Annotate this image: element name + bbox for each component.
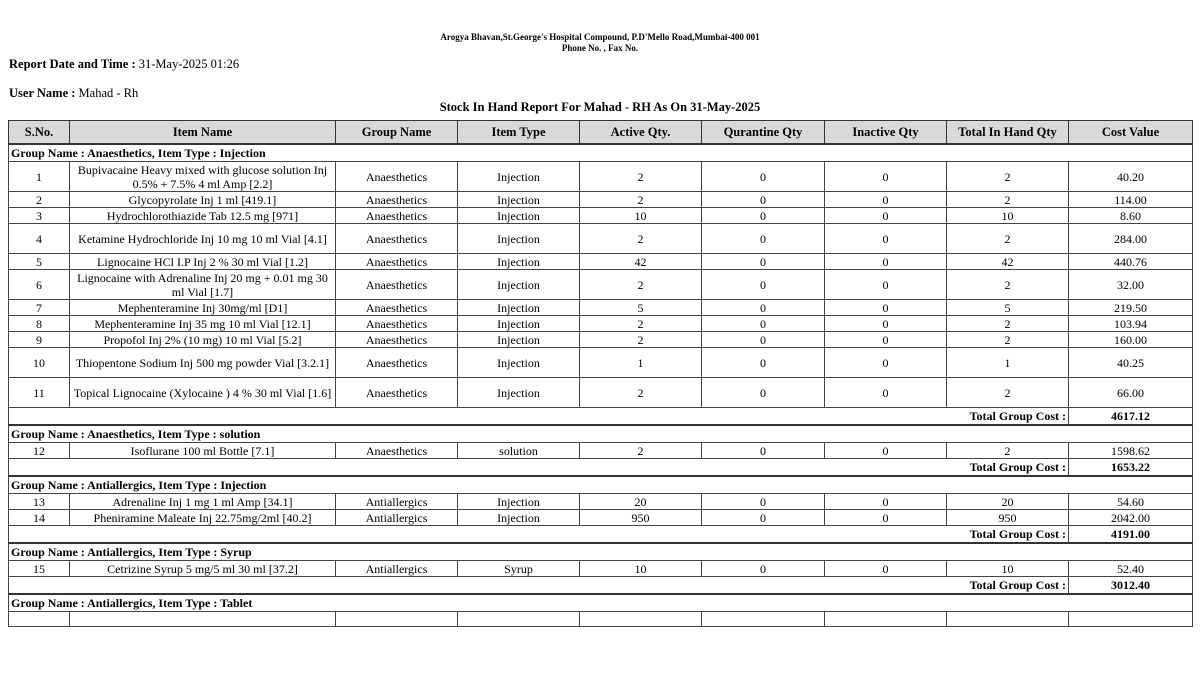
col-item-name: Item Name: [70, 121, 336, 145]
col-sno: S.No.: [9, 121, 70, 145]
cell-item-name: Pheniramine Maleate Inj 22.75mg/2ml [40.2]: [70, 510, 336, 526]
cell-quarantine-qty: 0: [702, 162, 825, 192]
cell-quarantine-qty: 0: [702, 348, 825, 378]
cell-inactive-qty: 0: [825, 561, 947, 577]
table-row: [9, 300, 1193, 316]
cell-quarantine-qty: 0: [702, 510, 825, 526]
group-header-row: [9, 594, 1193, 612]
cell-inactive-qty: 0: [825, 510, 947, 526]
cell-active-qty: 2: [580, 316, 702, 332]
table-row: [9, 561, 1193, 577]
table-row: [9, 162, 1193, 192]
cell-inactive-qty: 0: [825, 348, 947, 378]
empty-cell: [825, 612, 947, 627]
cell-cost-value: 52.40: [1069, 561, 1193, 577]
user-name-value: Mahad - Rh: [78, 86, 139, 100]
cell-sno: 7: [9, 300, 70, 316]
user-name-label: User Name :: [9, 86, 76, 100]
cell-item-name: Ketamine Hydrochloride Inj 10 mg 10 ml Vial [4.1]: [70, 224, 336, 254]
cell-sno: 2: [9, 192, 70, 208]
cell-cost-value: 8.60: [1069, 208, 1193, 224]
group-header-row: [9, 144, 1193, 162]
cell-quarantine-qty: 0: [702, 270, 825, 300]
cell-item-name: Isoflurane 100 ml Bottle [7.1]: [70, 443, 336, 459]
cell-item-type: solution: [458, 443, 580, 459]
cell-item-type: Syrup: [458, 561, 580, 577]
cell-active-qty: 2: [580, 332, 702, 348]
cell-sno: 12: [9, 443, 70, 459]
col-total-qty: Total In Hand Qty: [947, 121, 1069, 145]
cell-total-qty: 950: [947, 510, 1069, 526]
cell-cost-value: 54.60: [1069, 494, 1193, 510]
cell-item-name: Propofol Inj 2% (10 mg) 10 ml Vial [5.2]: [70, 332, 336, 348]
group-total-label: Total Group Cost :: [9, 577, 1069, 595]
cell-active-qty: 2: [580, 443, 702, 459]
empty-cell: [1069, 612, 1193, 627]
empty-cell: [458, 612, 580, 627]
col-group-name: Group Name: [336, 121, 458, 145]
cell-quarantine-qty: 0: [702, 300, 825, 316]
group-header-label: Group Name : Antiallergics, Item Type : Syrup: [9, 543, 1193, 561]
cell-item-name: Topical Lignocaine (Xylocaine ) 4 % 30 ml Vial [1.6]: [70, 378, 336, 408]
report-title: Stock In Hand Report For Mahad - RH As On 31-May-2025: [439, 100, 761, 114]
cell-total-qty: 2: [947, 332, 1069, 348]
cell-inactive-qty: 0: [825, 192, 947, 208]
cell-active-qty: 2: [580, 270, 702, 300]
cell-group-name: Antiallergics: [336, 494, 458, 510]
group-header-row: [9, 425, 1193, 443]
cell-group-name: Anaesthetics: [336, 192, 458, 208]
col-cost-value: Cost Value: [1069, 121, 1193, 145]
cell-group-name: Antiallergics: [336, 561, 458, 577]
cell-total-qty: 2: [947, 378, 1069, 408]
empty-cell: [9, 612, 70, 627]
cell-cost-value: 32.00: [1069, 270, 1193, 300]
table-row: [9, 254, 1193, 270]
cell-group-name: Anaesthetics: [336, 316, 458, 332]
cell-sno: 3: [9, 208, 70, 224]
table-row-partial: [9, 612, 1193, 627]
cell-cost-value: 40.20: [1069, 162, 1193, 192]
cell-active-qty: 2: [580, 378, 702, 408]
cell-item-type: Injection: [458, 162, 580, 192]
cell-active-qty: 2: [580, 162, 702, 192]
group-total-label: Total Group Cost :: [9, 459, 1069, 477]
cell-sno: 15: [9, 561, 70, 577]
cell-quarantine-qty: 0: [702, 561, 825, 577]
cell-item-type: Injection: [458, 192, 580, 208]
cell-total-qty: 10: [947, 208, 1069, 224]
cell-sno: 5: [9, 254, 70, 270]
phone-fax: Phone No. , Fax No.: [561, 43, 639, 53]
cell-quarantine-qty: 0: [702, 332, 825, 348]
cell-item-type: Injection: [458, 494, 580, 510]
group-total-label: Total Group Cost :: [9, 526, 1069, 544]
cell-group-name: Anaesthetics: [336, 270, 458, 300]
stock-table-body: [9, 144, 1193, 627]
cell-total-qty: 20: [947, 494, 1069, 510]
cell-total-qty: 2: [947, 224, 1069, 254]
cell-item-name: Bupivacaine Heavy mixed with glucose solution Inj 0.5% + 7.5% 4 ml Amp [2.2]: [70, 162, 336, 192]
cell-quarantine-qty: 0: [702, 316, 825, 332]
cell-group-name: Anaesthetics: [336, 378, 458, 408]
cell-sno: 8: [9, 316, 70, 332]
cell-active-qty: 2: [580, 224, 702, 254]
cell-group-name: Anaesthetics: [336, 208, 458, 224]
cell-active-qty: 10: [580, 561, 702, 577]
cell-cost-value: 1598.62: [1069, 443, 1193, 459]
table-row: [9, 192, 1193, 208]
cell-inactive-qty: 0: [825, 270, 947, 300]
group-header-label: Group Name : Antiallergics, Item Type : Injection: [9, 476, 1193, 494]
group-header-row: [9, 543, 1193, 561]
table-row: [9, 208, 1193, 224]
cell-group-name: Anaesthetics: [336, 162, 458, 192]
empty-cell: [702, 612, 825, 627]
cell-item-type: Injection: [458, 510, 580, 526]
table-header-row: [9, 121, 1193, 145]
cell-total-qty: 2: [947, 270, 1069, 300]
cell-item-name: Cetrizine Syrup 5 mg/5 ml 30 ml [37.2]: [70, 561, 336, 577]
cell-group-name: Anaesthetics: [336, 348, 458, 378]
group-header-label: Group Name : Anaesthetics, Item Type : solution: [9, 425, 1193, 443]
cell-quarantine-qty: 0: [702, 378, 825, 408]
cell-inactive-qty: 0: [825, 332, 947, 348]
cell-active-qty: 5: [580, 300, 702, 316]
cell-item-name: Thiopentone Sodium Inj 500 mg powder Vial [3.2.1]: [70, 348, 336, 378]
cell-inactive-qty: 0: [825, 300, 947, 316]
cell-sno: 6: [9, 270, 70, 300]
cell-sno: 14: [9, 510, 70, 526]
group-header-label: Group Name : Anaesthetics, Item Type : Injection: [9, 144, 1193, 162]
cell-item-type: Injection: [458, 270, 580, 300]
cell-item-type: Injection: [458, 378, 580, 408]
group-total-cost: 4617.12: [1069, 408, 1193, 426]
group-total-cost: 3012.40: [1069, 577, 1193, 595]
col-quarantine-qty: Qurantine Qty: [702, 121, 825, 145]
cell-item-name: Lignocaine HCl I.P Inj 2 % 30 ml Vial [1.2]: [70, 254, 336, 270]
cell-total-qty: 2: [947, 162, 1069, 192]
cell-inactive-qty: 0: [825, 208, 947, 224]
cell-item-name: Adrenaline Inj 1 mg 1 ml Amp [34.1]: [70, 494, 336, 510]
cell-item-type: Injection: [458, 300, 580, 316]
cell-cost-value: 66.00: [1069, 378, 1193, 408]
cell-inactive-qty: 0: [825, 494, 947, 510]
cell-total-qty: 2: [947, 192, 1069, 208]
table-row: [9, 348, 1193, 378]
cell-total-qty: 42: [947, 254, 1069, 270]
cell-inactive-qty: 0: [825, 378, 947, 408]
cell-cost-value: 219.50: [1069, 300, 1193, 316]
cell-sno: 1: [9, 162, 70, 192]
empty-cell: [70, 612, 336, 627]
table-row: [9, 270, 1193, 300]
cell-quarantine-qty: 0: [702, 443, 825, 459]
cell-total-qty: 5: [947, 300, 1069, 316]
empty-cell: [580, 612, 702, 627]
cell-sno: 11: [9, 378, 70, 408]
cell-cost-value: 160.00: [1069, 332, 1193, 348]
col-inactive-qty: Inactive Qty: [825, 121, 947, 145]
cell-cost-value: 114.00: [1069, 192, 1193, 208]
cell-quarantine-qty: 0: [702, 494, 825, 510]
group-total-cost: 1653.22: [1069, 459, 1193, 477]
cell-cost-value: 2042.00: [1069, 510, 1193, 526]
cell-item-type: Injection: [458, 332, 580, 348]
cell-active-qty: 950: [580, 510, 702, 526]
report-date-value: 31-May-2025 01:26: [138, 57, 240, 71]
cell-active-qty: 42: [580, 254, 702, 270]
table-row: [9, 494, 1193, 510]
group-total-row: [9, 459, 1193, 477]
group-header-row: [9, 476, 1193, 494]
cell-total-qty: 2: [947, 443, 1069, 459]
cell-inactive-qty: 0: [825, 254, 947, 270]
cell-cost-value: 103.94: [1069, 316, 1193, 332]
cell-item-type: Injection: [458, 224, 580, 254]
group-header-label: Group Name : Antiallergics, Item Type : Tablet: [9, 594, 1193, 612]
cell-inactive-qty: 0: [825, 162, 947, 192]
cell-quarantine-qty: 0: [702, 254, 825, 270]
cell-cost-value: 440.76: [1069, 254, 1193, 270]
table-row: [9, 316, 1193, 332]
table-row: [9, 224, 1193, 254]
cell-quarantine-qty: 0: [702, 192, 825, 208]
hospital-address: Arogya Bhavan,St.George's Hospital Compound, P.D'Mello Road,Mumbai-400 001: [440, 32, 760, 42]
cell-item-name: Lignocaine with Adrenaline Inj 20 mg + 0.01 mg 30 ml Vial [1.7]: [70, 270, 336, 300]
cell-group-name: Anaesthetics: [336, 443, 458, 459]
cell-item-type: Injection: [458, 254, 580, 270]
cell-cost-value: 284.00: [1069, 224, 1193, 254]
report-header: [0, 32, 1200, 54]
cell-inactive-qty: 0: [825, 224, 947, 254]
cell-total-qty: 1: [947, 348, 1069, 378]
cell-total-qty: 10: [947, 561, 1069, 577]
col-active-qty: Active Qty.: [580, 121, 702, 145]
cell-item-name: Mephenteramine Inj 30mg/ml [D1]: [70, 300, 336, 316]
cell-group-name: Anaesthetics: [336, 300, 458, 316]
cell-inactive-qty: 0: [825, 316, 947, 332]
cell-active-qty: 1: [580, 348, 702, 378]
empty-cell: [336, 612, 458, 627]
cell-item-type: Injection: [458, 348, 580, 378]
cell-cost-value: 40.25: [1069, 348, 1193, 378]
group-total-row: [9, 577, 1193, 595]
table-row: [9, 378, 1193, 408]
cell-group-name: Anaesthetics: [336, 224, 458, 254]
cell-sno: 9: [9, 332, 70, 348]
cell-group-name: Antiallergics: [336, 510, 458, 526]
table-row: [9, 443, 1193, 459]
group-total-row: [9, 526, 1193, 544]
cell-item-name: Glycopyrolate Inj 1 ml [419.1]: [70, 192, 336, 208]
cell-item-name: Hydrochlorothiazide Tab 12.5 mg [971]: [70, 208, 336, 224]
cell-inactive-qty: 0: [825, 443, 947, 459]
stock-table: [8, 120, 1193, 627]
cell-sno: 4: [9, 224, 70, 254]
cell-quarantine-qty: 0: [702, 224, 825, 254]
cell-sno: 10: [9, 348, 70, 378]
cell-item-name: Mephenteramine Inj 35 mg 10 ml Vial [12.1]: [70, 316, 336, 332]
empty-cell: [947, 612, 1069, 627]
cell-active-qty: 20: [580, 494, 702, 510]
cell-quarantine-qty: 0: [702, 208, 825, 224]
group-total-row: [9, 408, 1193, 426]
user-name-line: [9, 86, 138, 101]
cell-item-type: Injection: [458, 316, 580, 332]
cell-group-name: Anaesthetics: [336, 332, 458, 348]
cell-group-name: Anaesthetics: [336, 254, 458, 270]
report-date-label: Report Date and Time :: [9, 57, 136, 71]
cell-total-qty: 2: [947, 316, 1069, 332]
cell-active-qty: 10: [580, 208, 702, 224]
cell-active-qty: 2: [580, 192, 702, 208]
group-total-cost: 4191.00: [1069, 526, 1193, 544]
table-row: [9, 510, 1193, 526]
cell-item-type: Injection: [458, 208, 580, 224]
report-date-line: [9, 57, 239, 72]
col-item-type: Item Type: [458, 121, 580, 145]
table-row: [9, 332, 1193, 348]
cell-sno: 13: [9, 494, 70, 510]
group-total-label: Total Group Cost :: [9, 408, 1069, 426]
